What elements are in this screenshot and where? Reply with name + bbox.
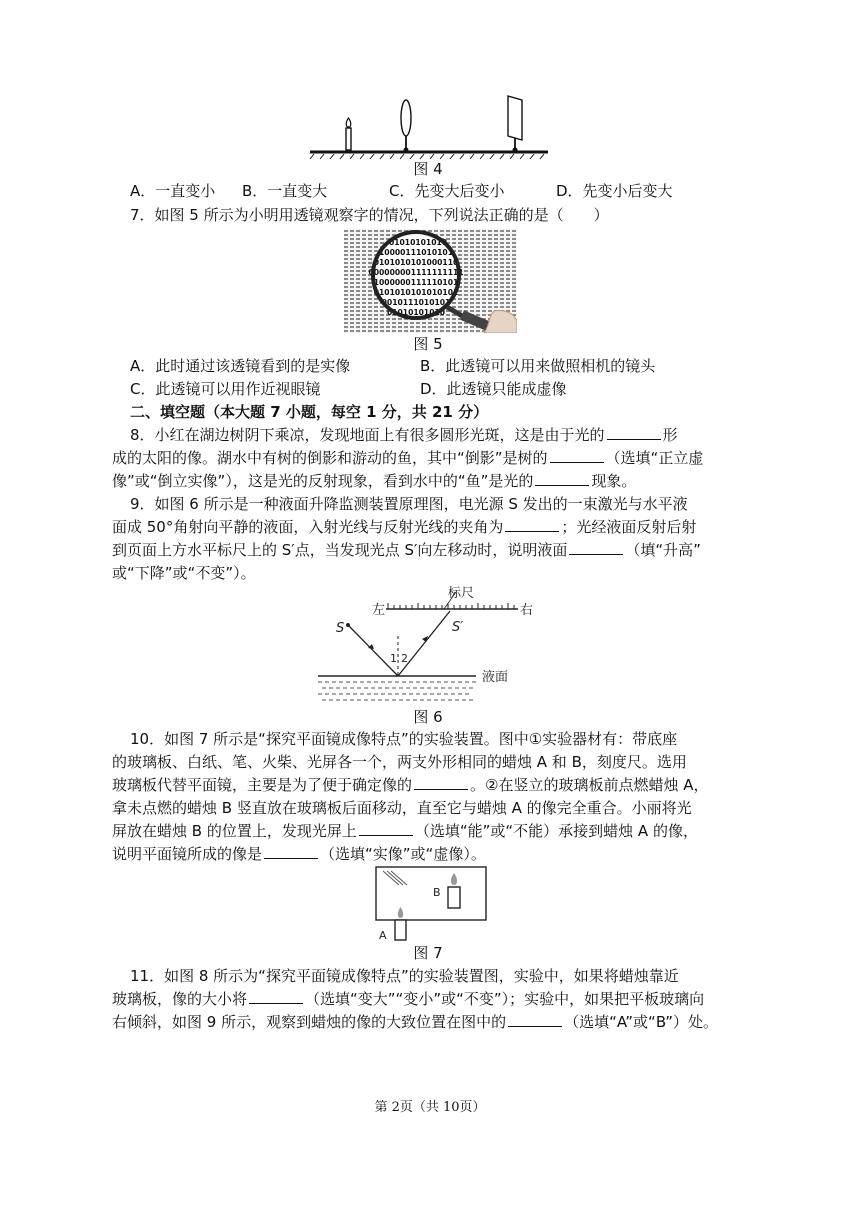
q10-line-3: 玻璃板代替平面镜，主要是为了便于确定像的 。②在竖立的玻璃板前点燃蜡烛 A， [112, 776, 709, 794]
q8-blank-1[interactable] [607, 425, 661, 440]
q6-option-a: A．一直变小 [130, 182, 216, 200]
q10-line-6: 说明平面镜所成的像是 （选填“实像”或“虚像）。 [112, 845, 486, 863]
q7-stem: 7．如图 5 所示为小明用透镜观察字的情况，下列说法正确的是（ ） [130, 206, 609, 224]
fig6-angle-2: 2 [401, 652, 408, 665]
fig5-digit-row-4: 000000001111111111 [368, 268, 464, 277]
fig6-source-label: S [336, 621, 345, 636]
q10-line-2: 的玻璃板、白纸、笔、火柴、光屏各一个，两支外形相同的蜡烛 A 和 B，刻度尺。选用 [112, 753, 687, 771]
fig6-image-point-label: S′ [452, 620, 464, 635]
page-footer: 第 2页（共 10页） [374, 1100, 486, 1115]
q7-option-d: D．此透镜只能成虚像 [420, 380, 567, 398]
q11-line-2: 玻璃板，像的大小将 （选填“变大”“变小”或“不变”）；实验中，如果把平板玻璃向 [112, 990, 705, 1008]
fig5-digit-row-6: 0101010101010101 [373, 288, 459, 297]
figure-7-mirror-setup [371, 865, 489, 943]
fig5-digit-row-7: 0010111010101 [381, 298, 451, 307]
fig6-angle-1: 1 [390, 652, 397, 665]
fig5-digit-row-3: 0101010101000110 [373, 258, 459, 267]
fig5-digit-row-8: 01010101010 [386, 308, 446, 317]
fig5-digit-row-2: 10000111010101 [379, 248, 453, 257]
q9-blank-1[interactable] [505, 517, 559, 532]
q7-option-c: C．此透镜可以用作近视眼镜 [130, 380, 321, 398]
q8-line-2: 成的太阳的像。湖水中有树的倒影和游动的鱼，其中“倒影”是树的 （选填“正立虚 [112, 449, 704, 467]
q9-line-1: 9．如图 6 所示是一种液面升降监测装置原理图，电光源 S 发出的一束激光与水平液 [130, 495, 688, 513]
q9-line-4: 或“下降”或“不变”）。 [112, 564, 256, 582]
figure-6-caption: 图 6 [413, 708, 443, 726]
q8-line-3: 像”或“倒立实像”），这是光的反射现象，看到水中的“鱼”是光的 现象。 [112, 472, 637, 490]
q9-line-3: 到页面上方水平标尺上的 S′点，当发现光点 S′向左移动时，说明液面 （填“升高” [112, 541, 701, 559]
figure-4-optical-bench [308, 94, 550, 160]
figure-6-liquid-level-diagram [316, 584, 538, 706]
fig6-ruler-label: 标尺 [448, 586, 475, 601]
q11-blank-1[interactable] [249, 989, 303, 1004]
q10-blank-1[interactable] [414, 775, 468, 790]
q10-line-5: 屏放在蜡烛 B 的位置上，发现光屏上 （选填“能”或“不能）承接到蜡烛 A 的像， [112, 822, 698, 840]
figure-5-caption: 图 5 [413, 335, 443, 353]
q10-line-4: 拿未点燃的蜡烛 B 竖直放在玻璃板后面移动，直至它与蜡烛 A 的像完全重合。小丽将光 [112, 799, 692, 817]
q10-line-1: 10．如图 7 所示是“探究平面镜成像特点”的实验装置。图中①实验器材有：带底座 [130, 730, 678, 748]
section-2-title: 二、填空题（本大题 7 小题，每空 1 分，共 21 分） [130, 403, 489, 421]
fig6-right-label: 右 [520, 603, 534, 618]
q6-option-d: D．先变小后变大 [556, 182, 673, 200]
fig7-candle-b-label: B [433, 886, 441, 899]
figure-4-caption: 图 4 [413, 160, 443, 178]
q8-line-1: 8．小红在湖边树阴下乘凉，发现地面上有很多圆形光斑，这是由于光的 形 [130, 426, 678, 444]
q7-option-b: B．此透镜可以用来做照相机的镜头 [420, 357, 656, 375]
q8-blank-2[interactable] [550, 448, 604, 463]
q7-option-a: A．此时通过该透镜看到的是实像 [130, 357, 351, 375]
q8-blank-3[interactable] [535, 471, 589, 486]
fig7-candle-a-label: A [379, 929, 387, 942]
q11-line-1: 11．如图 8 所示为“探究平面镜成像特点”的实验装置图，实验中，如果将蜡烛靠近 [130, 967, 679, 985]
q11-blank-2[interactable] [508, 1012, 562, 1027]
q9-blank-2[interactable] [569, 540, 623, 555]
q10-blank-3[interactable] [264, 844, 318, 859]
fig6-left-label: 左 [372, 603, 386, 618]
q11-line-3: 右倾斜，如图 9 所示，观察到蜡烛的像的大致位置在图中的 （选填“A”或“B”）处。 [112, 1013, 719, 1031]
q6-option-c: C．先变大后变小 [389, 182, 505, 200]
figure-7-caption: 图 7 [413, 944, 443, 962]
fig5-digit-row-1: 01010101010 [388, 238, 448, 247]
fig5-digit-row-5: 1000000111110101 [373, 278, 459, 287]
figure-5-magnifier-photo [344, 229, 517, 333]
q9-line-2: 面成 50°角射向平静的液面，入射光线与反射光线的夹角为 ；光经液面反射后射 [112, 518, 697, 536]
q10-blank-2[interactable] [359, 821, 413, 836]
q6-option-b: B．一直变大 [242, 182, 328, 200]
fig6-liquid-label: 液面 [482, 670, 509, 685]
